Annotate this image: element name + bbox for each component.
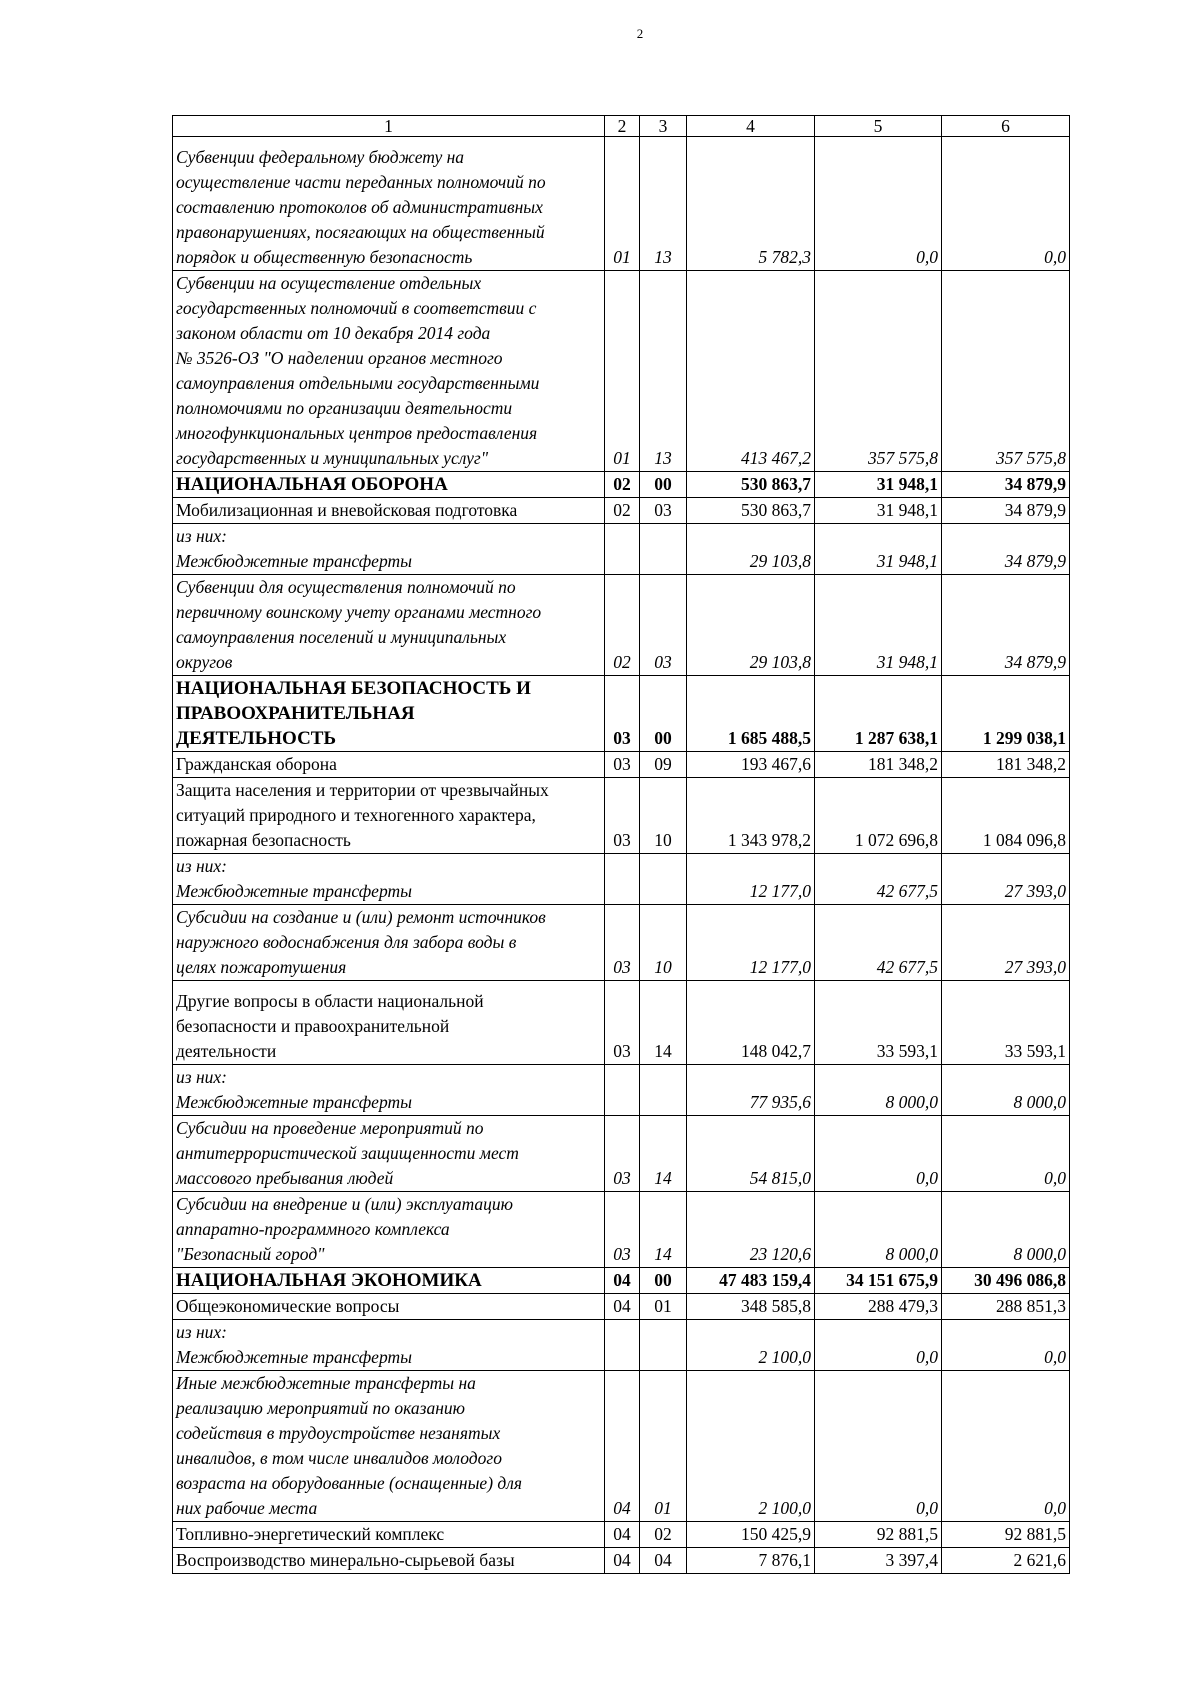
amount-col-5: 0,0 xyxy=(815,1320,942,1371)
subsection-code: 09 xyxy=(640,752,687,778)
amount-col-5: 31 948,1 xyxy=(815,524,942,575)
subsection-code xyxy=(640,524,687,575)
row-name xyxy=(173,472,605,498)
amount-col-6: 34 879,9 xyxy=(942,472,1070,498)
row-name-line: из них: xyxy=(176,856,227,876)
subsection-code: 01 xyxy=(640,1371,687,1522)
table-row xyxy=(173,1192,1070,1268)
amount-col-6: 0,0 xyxy=(942,1116,1070,1192)
amount-col-4: 54 815,0 xyxy=(687,1116,815,1192)
table-row xyxy=(173,1065,1070,1116)
row-name-line: Субсидии на внедрение и (или) эксплуатацию xyxy=(176,1194,514,1214)
row-name-line: Субвенции федеральному бюджету на xyxy=(176,147,465,167)
row-name xyxy=(173,1548,605,1574)
amount-col-6: 8 000,0 xyxy=(942,1065,1070,1116)
row-name xyxy=(173,778,605,854)
row-name-line: порядок и общественную безопасность xyxy=(176,247,473,267)
row-name-line: правонарушениях, посягающих на общественный xyxy=(176,222,545,242)
amount-col-4: 2 100,0 xyxy=(687,1371,815,1522)
amount-col-6: 34 879,9 xyxy=(942,575,1070,676)
section-code: 01 xyxy=(605,137,640,271)
amount-col-5: 8 000,0 xyxy=(815,1192,942,1268)
table-row xyxy=(173,1548,1070,1574)
amount-col-5: 0,0 xyxy=(815,1116,942,1192)
table-body xyxy=(173,116,1070,1574)
row-name-line: ПРАВООХРАНИТЕЛЬНАЯ xyxy=(176,703,415,724)
row-name xyxy=(173,1294,605,1320)
section-code: 04 xyxy=(605,1522,640,1548)
amount-col-6: 92 881,5 xyxy=(942,1522,1070,1548)
table-row xyxy=(173,1371,1070,1522)
section-code: 04 xyxy=(605,1548,640,1574)
amount-col-4: 29 103,8 xyxy=(687,524,815,575)
amount-col-5: 0,0 xyxy=(815,1371,942,1522)
row-name-line: Субвенции на осуществление отдельных xyxy=(176,273,482,293)
row-name xyxy=(173,981,605,1065)
row-name-line: возраста на оборудованные (оснащенные) для xyxy=(176,1473,523,1493)
amount-col-6: 0,0 xyxy=(942,1320,1070,1371)
column-number-3: 3 xyxy=(640,116,687,137)
amount-col-4: 12 177,0 xyxy=(687,905,815,981)
section-code: 03 xyxy=(605,1116,640,1192)
row-name-line: Воспроизводство минерально-сырьевой базы xyxy=(176,1550,515,1570)
amount-col-6: 1 084 096,8 xyxy=(942,778,1070,854)
amount-col-4: 5 782,3 xyxy=(687,137,815,271)
amount-col-6: 357 575,8 xyxy=(942,271,1070,472)
amount-col-6: 288 851,3 xyxy=(942,1294,1070,1320)
amount-col-5: 181 348,2 xyxy=(815,752,942,778)
amount-col-6: 181 348,2 xyxy=(942,752,1070,778)
amount-col-6: 0,0 xyxy=(942,137,1070,271)
row-name-line: безопасности и правоохранительной xyxy=(176,1016,450,1036)
section-code: 01 xyxy=(605,271,640,472)
section-code xyxy=(605,524,640,575)
row-name-line: Субсидии на проведение мероприятий по xyxy=(176,1118,484,1138)
row-name xyxy=(173,1116,605,1192)
amount-col-5: 3 397,4 xyxy=(815,1548,942,1574)
amount-col-4: 29 103,8 xyxy=(687,575,815,676)
column-number-1: 1 xyxy=(173,116,605,137)
amount-col-4: 12 177,0 xyxy=(687,854,815,905)
row-name xyxy=(173,1268,605,1294)
section-code: 04 xyxy=(605,1294,640,1320)
subsection-code: 04 xyxy=(640,1548,687,1574)
column-number-6: 6 xyxy=(942,116,1070,137)
row-name-line: НАЦИОНАЛЬНАЯ ЭКОНОМИКА xyxy=(176,1270,482,1291)
subsection-code xyxy=(640,854,687,905)
amount-col-5: 31 948,1 xyxy=(815,498,942,524)
table-row xyxy=(173,676,1070,752)
amount-col-4: 348 585,8 xyxy=(687,1294,815,1320)
row-name-line: самоуправления поселений и муниципальных xyxy=(176,627,507,647)
column-number-2: 2 xyxy=(605,116,640,137)
budget-table xyxy=(172,115,1070,1574)
subsection-code: 13 xyxy=(640,137,687,271)
row-name-line: из них: xyxy=(176,1322,227,1342)
row-name-line: составлению протоколов об административных xyxy=(176,197,543,217)
amount-col-5: 1 072 696,8 xyxy=(815,778,942,854)
amount-col-4: 530 863,7 xyxy=(687,498,815,524)
row-name-line: НАЦИОНАЛЬНАЯ БЕЗОПАСНОСТЬ И xyxy=(176,678,531,699)
row-name-line: многофункциональных центров предоставления xyxy=(176,423,538,443)
row-name-line: реализацию мероприятий по оказанию xyxy=(176,1398,466,1418)
amount-col-4: 7 876,1 xyxy=(687,1548,815,1574)
row-name xyxy=(173,137,605,271)
table-row xyxy=(173,905,1070,981)
row-name-line: Другие вопросы в области национальной xyxy=(176,991,484,1011)
row-name-line: содействия в трудоустройстве незанятых xyxy=(176,1423,501,1443)
amount-col-5: 31 948,1 xyxy=(815,575,942,676)
amount-col-4: 530 863,7 xyxy=(687,472,815,498)
section-code: 02 xyxy=(605,472,640,498)
row-name-line: государственных полномочий в соответствии с xyxy=(176,298,537,318)
amount-col-4: 413 467,2 xyxy=(687,271,815,472)
table-row xyxy=(173,271,1070,472)
subsection-code: 01 xyxy=(640,1294,687,1320)
row-name-line: Межбюджетные трансферты xyxy=(176,1347,412,1367)
amount-col-6: 27 393,0 xyxy=(942,905,1070,981)
subsection-code: 00 xyxy=(640,1268,687,1294)
amount-col-5: 8 000,0 xyxy=(815,1065,942,1116)
row-name xyxy=(173,752,605,778)
table-row xyxy=(173,981,1070,1065)
row-name xyxy=(173,1192,605,1268)
section-code: 03 xyxy=(605,981,640,1065)
row-name-line: Иные межбюджетные трансферты на xyxy=(176,1373,476,1393)
row-name-line: антитеррористической защищенности мест xyxy=(176,1143,519,1163)
row-name-line: целях пожаротушения xyxy=(176,957,347,977)
amount-col-5: 288 479,3 xyxy=(815,1294,942,1320)
row-name-line: Межбюджетные трансферты xyxy=(176,551,412,571)
table-row xyxy=(173,498,1070,524)
row-name-line: государственных и муниципальных услуг" xyxy=(176,448,489,468)
subsection-code: 14 xyxy=(640,1192,687,1268)
amount-col-4: 148 042,7 xyxy=(687,981,815,1065)
subsection-code xyxy=(640,1065,687,1116)
table-row xyxy=(173,1268,1070,1294)
section-code: 03 xyxy=(605,676,640,752)
section-code xyxy=(605,1065,640,1116)
amount-col-5: 42 677,5 xyxy=(815,905,942,981)
row-name-line: Межбюджетные трансферты xyxy=(176,1092,412,1112)
row-name-line: "Безопасный город" xyxy=(176,1244,325,1264)
amount-col-5: 357 575,8 xyxy=(815,271,942,472)
amount-col-6: 0,0 xyxy=(942,1371,1070,1522)
row-name-line: осуществление части переданных полномочий по xyxy=(176,172,546,192)
row-name xyxy=(173,524,605,575)
row-name-line: Субвенции для осуществления полномочий по xyxy=(176,577,516,597)
row-name-line: Межбюджетные трансферты xyxy=(176,881,412,901)
row-name-line: Гражданская оборона xyxy=(176,754,337,774)
table-row xyxy=(173,1320,1070,1371)
row-name xyxy=(173,676,605,752)
row-name xyxy=(173,271,605,472)
table-row xyxy=(173,137,1070,271)
section-code xyxy=(605,854,640,905)
amount-col-4: 77 935,6 xyxy=(687,1065,815,1116)
table-row xyxy=(173,524,1070,575)
row-name-line: № 3526-ОЗ "О наделении органов местного xyxy=(176,348,503,368)
row-name-line: Топливно-энергетический комплекс xyxy=(176,1524,445,1544)
amount-col-4: 23 120,6 xyxy=(687,1192,815,1268)
amount-col-6: 34 879,9 xyxy=(942,524,1070,575)
amount-col-5: 1 287 638,1 xyxy=(815,676,942,752)
subsection-code: 10 xyxy=(640,778,687,854)
section-code: 03 xyxy=(605,752,640,778)
row-name-line: наружного водоснабжения для забора воды в xyxy=(176,932,517,952)
column-number-5: 5 xyxy=(815,116,942,137)
table-row xyxy=(173,854,1070,905)
amount-col-4: 193 467,6 xyxy=(687,752,815,778)
section-code xyxy=(605,1320,640,1371)
row-name-line: деятельности xyxy=(176,1041,277,1061)
amount-col-4: 47 483 159,4 xyxy=(687,1268,815,1294)
amount-col-4: 150 425,9 xyxy=(687,1522,815,1548)
row-name-line: Мобилизационная и вневойсковая подготовка xyxy=(176,500,518,520)
row-name xyxy=(173,1320,605,1371)
row-name-line: Защита населения и территории от чрезвычайных xyxy=(176,780,549,800)
section-code: 02 xyxy=(605,498,640,524)
table-row xyxy=(173,1294,1070,1320)
row-name-line: ДЕЯТЕЛЬНОСТЬ xyxy=(176,728,337,749)
table-row xyxy=(173,472,1070,498)
row-name xyxy=(173,575,605,676)
row-name-line: полномочиями по организации деятельности xyxy=(176,398,513,418)
section-code: 04 xyxy=(605,1268,640,1294)
amount-col-5: 31 948,1 xyxy=(815,472,942,498)
subsection-code: 03 xyxy=(640,498,687,524)
section-code: 02 xyxy=(605,575,640,676)
amount-col-6: 34 879,9 xyxy=(942,498,1070,524)
row-name xyxy=(173,1371,605,1522)
amount-col-4: 1 685 488,5 xyxy=(687,676,815,752)
amount-col-4: 2 100,0 xyxy=(687,1320,815,1371)
amount-col-6: 33 593,1 xyxy=(942,981,1070,1065)
row-name-line: пожарная безопасность xyxy=(176,830,351,850)
subsection-code: 00 xyxy=(640,676,687,752)
subsection-code: 14 xyxy=(640,1116,687,1192)
row-name xyxy=(173,905,605,981)
section-code: 03 xyxy=(605,905,640,981)
subsection-code: 14 xyxy=(640,981,687,1065)
section-code: 03 xyxy=(605,1192,640,1268)
amount-col-5: 33 593,1 xyxy=(815,981,942,1065)
row-name-line: НАЦИОНАЛЬНАЯ ОБОРОНА xyxy=(176,474,448,495)
table-row xyxy=(173,1116,1070,1192)
subsection-code xyxy=(640,1320,687,1371)
table-row xyxy=(173,778,1070,854)
amount-col-5: 34 151 675,9 xyxy=(815,1268,942,1294)
subsection-code: 02 xyxy=(640,1522,687,1548)
subsection-code: 10 xyxy=(640,905,687,981)
subsection-code: 03 xyxy=(640,575,687,676)
table-row xyxy=(173,752,1070,778)
amount-col-5: 42 677,5 xyxy=(815,854,942,905)
row-name-line: самоуправления отдельными государственными xyxy=(176,373,540,393)
row-name-line: инвалидов, в том числе инвалидов молодого xyxy=(176,1448,502,1468)
page-number: 2 xyxy=(636,26,644,41)
row-name-line: законом области от 10 декабря 2014 года xyxy=(176,323,491,343)
row-name-line: Общеэкономические вопросы xyxy=(176,1296,400,1316)
row-name xyxy=(173,854,605,905)
row-name xyxy=(173,1522,605,1548)
amount-col-6: 1 299 038,1 xyxy=(942,676,1070,752)
row-name-line: из них: xyxy=(176,1067,227,1087)
section-code: 04 xyxy=(605,1371,640,1522)
section-code: 03 xyxy=(605,778,640,854)
subsection-code: 00 xyxy=(640,472,687,498)
table-row xyxy=(173,575,1070,676)
amount-col-6: 2 621,6 xyxy=(942,1548,1070,1574)
row-name-line: из них: xyxy=(176,526,227,546)
row-name-line: них рабочие места xyxy=(176,1498,318,1518)
row-name-line: аппаратно-программного комплекса xyxy=(176,1219,450,1239)
row-name-line: ситуаций природного и техногенного характера, xyxy=(176,805,536,825)
row-name xyxy=(173,498,605,524)
row-name-line: массового пребывания людей xyxy=(176,1168,394,1188)
row-name-line: первичному воинскому учету органами местного xyxy=(176,602,542,622)
amount-col-6: 27 393,0 xyxy=(942,854,1070,905)
amount-col-5: 92 881,5 xyxy=(815,1522,942,1548)
amount-col-6: 8 000,0 xyxy=(942,1192,1070,1268)
amount-col-4: 1 343 978,2 xyxy=(687,778,815,854)
subsection-code: 13 xyxy=(640,271,687,472)
row-name-line: округов xyxy=(176,652,233,672)
amount-col-5: 0,0 xyxy=(815,137,942,271)
row-name-line: Субсидии на создание и (или) ремонт источников xyxy=(176,907,546,927)
column-number-row xyxy=(173,116,1070,137)
amount-col-6: 30 496 086,8 xyxy=(942,1268,1070,1294)
column-number-4: 4 xyxy=(687,116,815,137)
table-row xyxy=(173,1522,1070,1548)
row-name xyxy=(173,1065,605,1116)
